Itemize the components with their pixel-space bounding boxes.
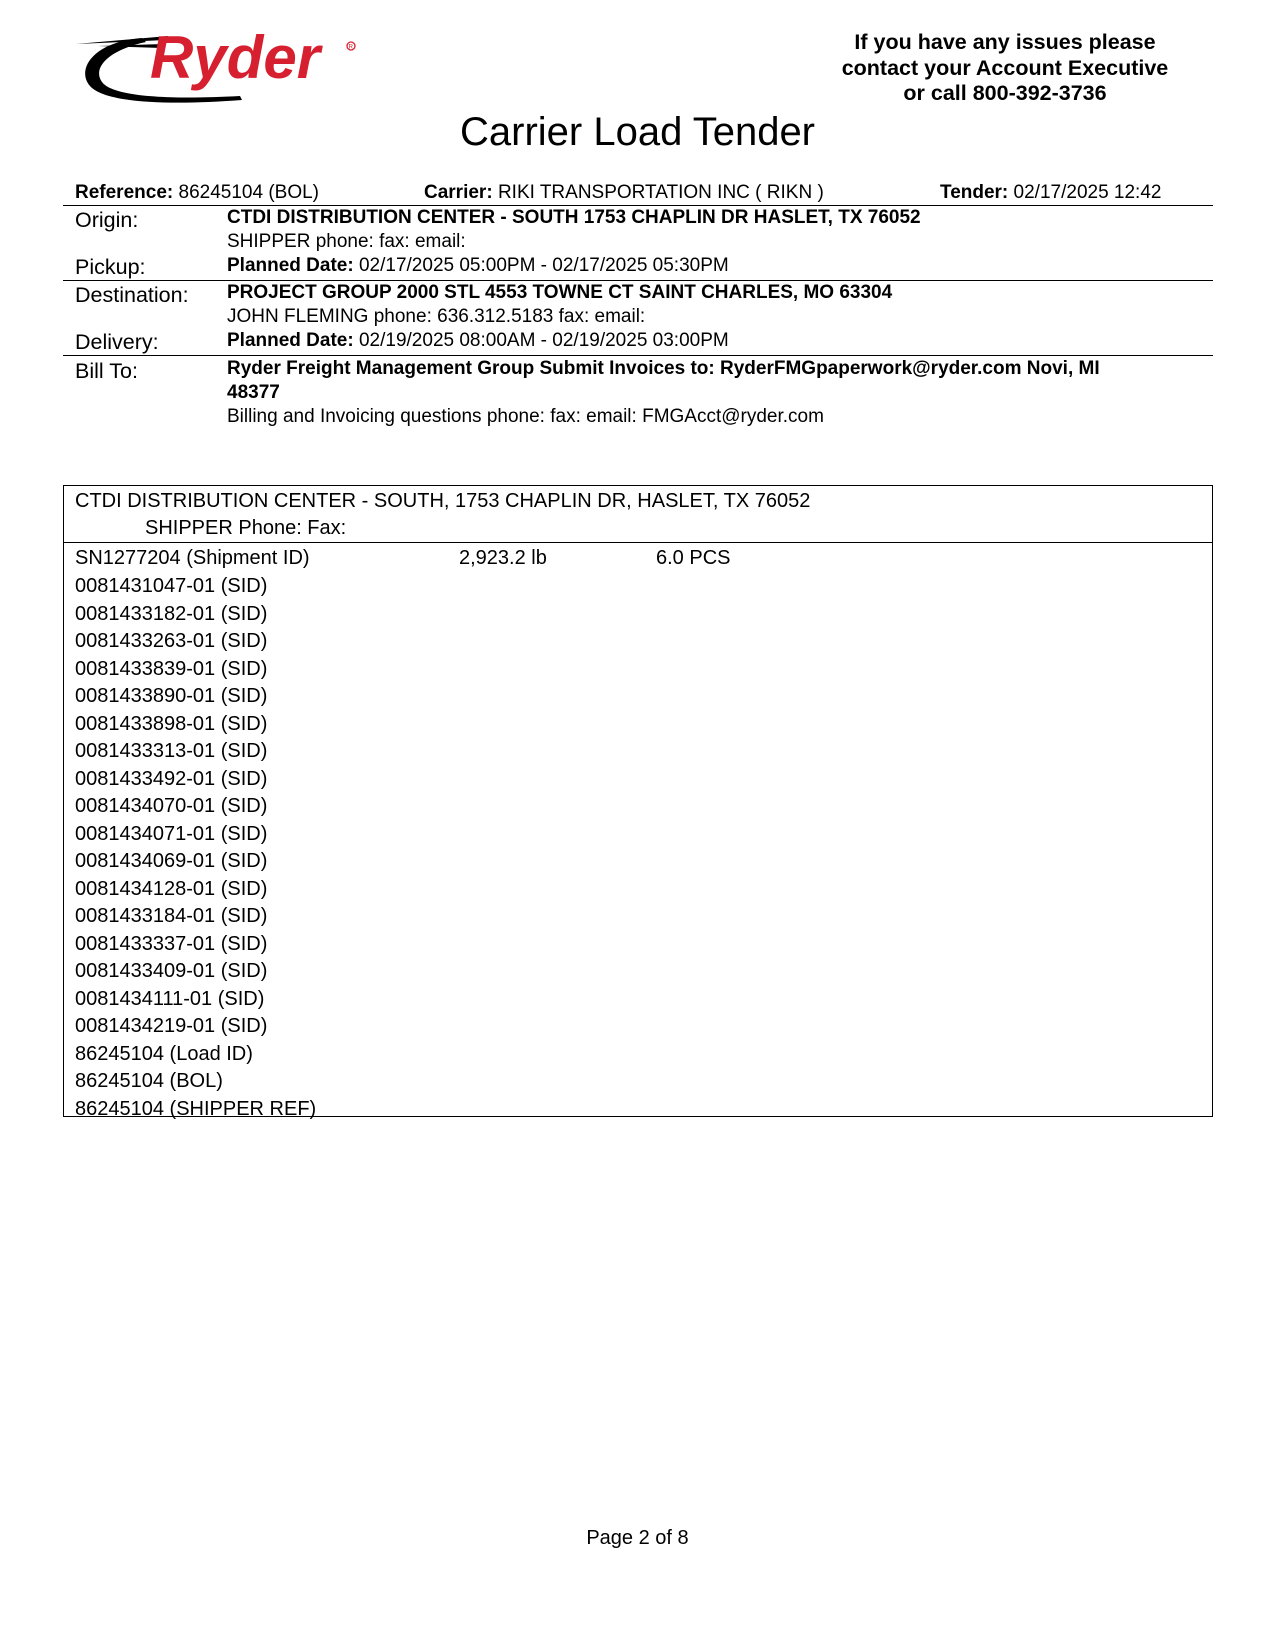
destination-name-text: PROJECT GROUP 2000 STL 4553 TOWNE CT SAINT CHARLES, MO 63304 [227,282,893,303]
stop-address: CTDI DISTRIBUTION CENTER - SOUTH, 1753 CHAPLIN DR, HASLET, TX 76052 [75,490,811,512]
list-item: 0081434111-01 (SID) [75,987,265,1010]
divider [63,205,1213,206]
list-item: 86245104 (Load ID) [75,1042,253,1065]
bill-to-line1 [227,358,1100,380]
destination-name [227,282,892,304]
delivery-label: Delivery: [75,330,159,354]
reference-label: Reference: [75,182,174,203]
contact-line: or call 800-392-3736 [903,81,1107,105]
planned-date-label: Planned Date: [227,255,354,276]
delivery-planned-date [227,330,729,352]
carrier-field [424,182,824,204]
stop-details-box [63,485,1213,1120]
divider [64,542,1212,543]
list-item: 0081433182-01 (SID) [75,602,268,625]
page-title: Carrier Load Tender [459,110,816,154]
contact-line: If you have any issues please [854,30,1156,54]
shipment-pieces: 6.0 PCS [656,547,731,569]
list-item: 0081433839-01 (SID) [75,657,268,680]
list-item: 0081433492-01 (SID) [75,767,268,790]
list-item: 0081431047-01 (SID) [75,575,268,597]
list-item: 86245104 (BOL) [75,1070,223,1092]
shipment-id: SN1277204 (Shipment ID) [75,547,310,569]
shipment-weight: 2,923.2 lb [459,547,547,569]
reference-field [75,182,319,204]
list-item: 0081433313-01 (SID) [75,740,268,762]
bill-to-label: Bill To: [75,359,138,383]
bill-to-contact: Billing and Invoicing questions phone: fax: email: FMGAcct@ryder.com [227,406,824,427]
list-item: 0081433898-01 (SID) [75,712,268,735]
origin-name-text: CTDI DISTRIBUTION CENTER - SOUTH 1753 CHAPLIN DR HASLET, TX 76052 [227,207,921,228]
divider [63,280,1213,281]
planned-date-value: 02/19/2025 08:00AM - 02/19/2025 03:00PM [358,330,729,351]
bill-to-line2-text: 48377 [227,382,280,403]
contact-line: contact your Account Executive [841,55,1169,80]
list-item: 0081433184-01 (SID) [75,905,268,927]
reference-value: 86245104 (BOL) [178,182,319,203]
origin-contact: SHIPPER phone: fax: email: [227,231,466,252]
contact-notice [820,30,1190,107]
ryder-logo-graphic [72,26,372,110]
origin-label: Origin: [75,208,139,232]
bill-to-line1-text: Ryder Freight Management Group Submit Invoices to: RyderFMGpaperwork@ryder.com Novi, MI [227,358,1100,379]
list-item: 0081434070-01 (SID) [75,795,268,817]
tender-label: Tender: [940,182,1009,203]
planned-date-value: 02/17/2025 05:00PM - 02/17/2025 05:30PM [358,255,729,276]
pickup-planned-date [227,255,729,277]
list-item: 0081434069-01 (SID) [75,850,268,872]
logo-text: Ryder [150,26,321,91]
list-item: 0081433409-01 (SID) [75,960,268,982]
svg-text:R: R [348,44,353,51]
origin-name [227,207,921,229]
list-item: 0081434128-01 (SID) [75,877,268,900]
reference-list [75,573,316,1123]
ryder-logo [72,26,372,110]
divider [63,355,1213,356]
pickup-label: Pickup: [75,255,146,279]
carrier-label: Carrier: [424,182,493,203]
carrier-value: RIKI TRANSPORTATION INC ( RIKN ) [497,182,824,203]
list-item: 86245104 (SHIPPER REF) [75,1097,317,1120]
list-item: 0081434071-01 (SID) [75,822,268,845]
planned-date-label: Planned Date: [227,330,354,351]
list-item: 0081433263-01 (SID) [75,630,268,652]
bill-to-line2 [227,382,280,404]
page-number: Page 2 of 8 [586,1527,689,1549]
tender-value: 02/17/2025 12:42 [1013,182,1162,203]
list-item: 0081433890-01 (SID) [75,685,268,707]
list-item: 0081434219-01 (SID) [75,1015,268,1037]
list-item: 0081433337-01 (SID) [75,932,268,955]
destination-label: Destination: [75,283,189,307]
stop-contact: SHIPPER Phone: Fax: [145,517,347,539]
tender-field [940,182,1161,204]
destination-contact: JOHN FLEMING phone: 636.312.5183 fax: email: [227,306,646,327]
